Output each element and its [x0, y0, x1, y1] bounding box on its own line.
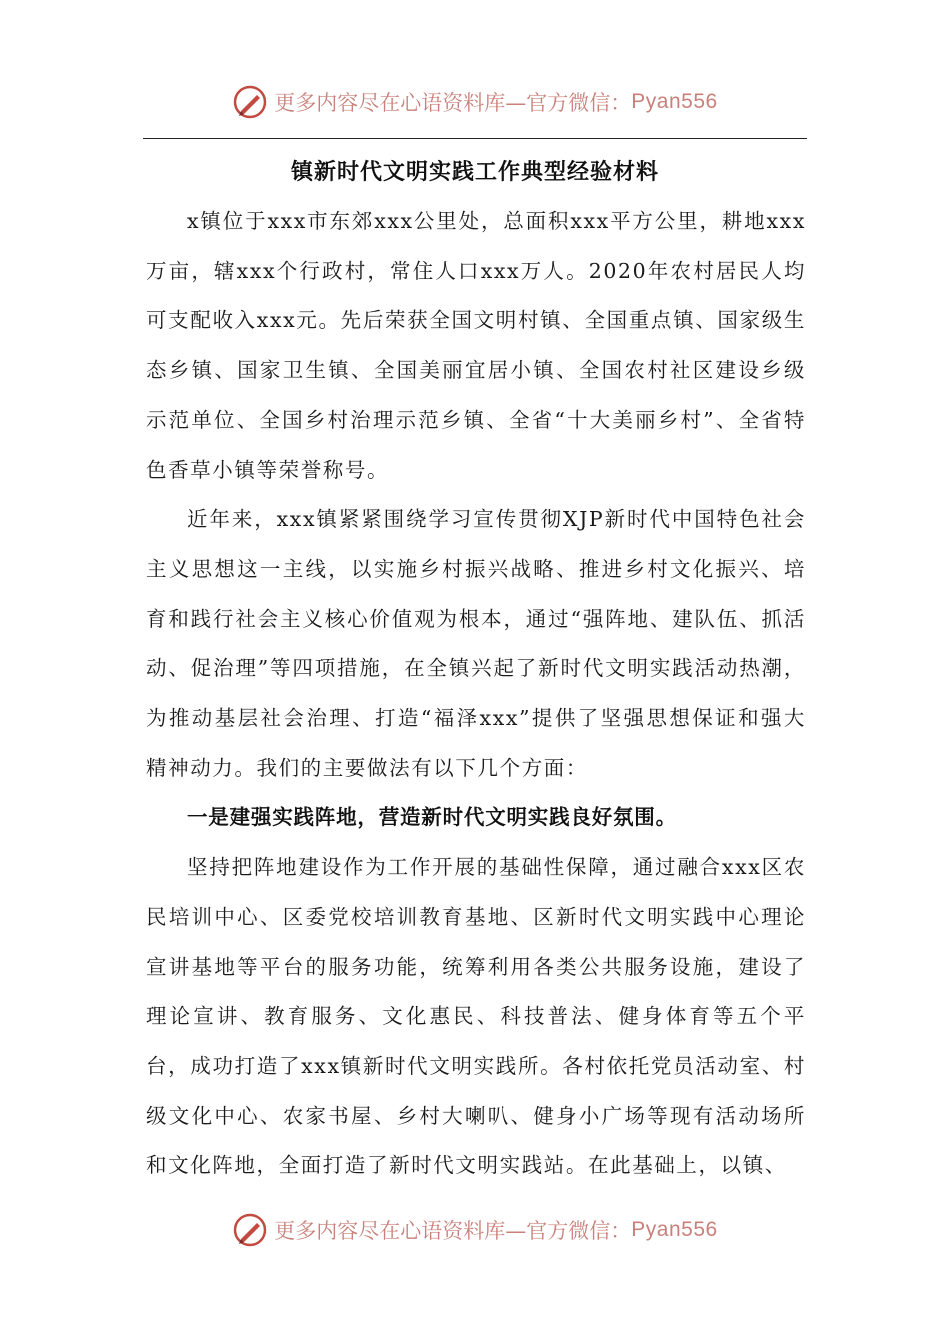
- watermark-banner-top: [0, 80, 950, 124]
- header-rule: [143, 138, 807, 139]
- watermark-handle: Pyan556: [631, 1218, 718, 1241]
- paragraph-section-1: 坚持把阵地建设作为工作开展的基础性保障，通过融合xxx区农民培训中心、区委党校培训教育基地、区新时代文明实践中心理论宣讲基地等平台的服务功能，统筹利用各类公共服务设施，建设了理论宣讲、教育服务、文化惠民、科技普法、健身体育等五个平台，成功打造了xxx镇新时代文明实践所。各村依托党员活动室、村级文化中心、农家书屋、乡村大喇叭、健身小广场等现有活动场所和文化阵地，全面打造了新时代文明实践站。在此基础上，以镇、: [146, 855, 806, 1178]
- paragraph-intro: x镇位于xxx市东郊xxx公里处，总面积xxx平方公里，耕地xxx万亩，辖xxx个行政村，常住人口xxx万人。2020年农村居民人均可支配收入xxx元。先后荣获全国文明村镇、全国重点镇、国家级生态乡镇、国家卫生镇、全国美丽宜居小镇、全国农村社区建设乡级示范单位、全国乡村治理示范乡镇、全省“十大美丽乡村”、全省特色香草小镇等荣誉称号。: [146, 209, 806, 482]
- paragraph-overview: 近年来，xxx镇紧紧围绕学习宣传贯彻XJP新时代中国特色社会主义思想这一主线，以实施乡村振兴战略、推进乡村文化振兴、培育和践行社会主义核心价值观为根本，通过“强阵地、建队伍、抓活动、促治理”等四项措施，在全镇兴起了新时代文明实践活动热潮，为推动基层社会治理、打造“福泽xxx”提供了坚强思想保证和强大精神动力。我们的主要做法有以下几个方面：: [146, 507, 806, 780]
- watermark-handle: Pyan556: [631, 90, 718, 113]
- watermark-text: 更多内容尽在心语资料库—官方微信：: [274, 1219, 632, 1243]
- watermark-banner-bottom: [0, 1208, 950, 1252]
- watermark-text: 更多内容尽在心语资料库—官方微信：: [274, 91, 632, 115]
- pen-circle-logo-icon: [232, 1212, 268, 1248]
- document-title: 镇新时代文明实践工作典型经验材料: [290, 160, 659, 185]
- pen-circle-logo-icon: [232, 84, 268, 120]
- section-heading-1: 一是建强实践阵地，营造新时代文明实践良好氛围。: [187, 805, 677, 830]
- document-body: [146, 197, 806, 1191]
